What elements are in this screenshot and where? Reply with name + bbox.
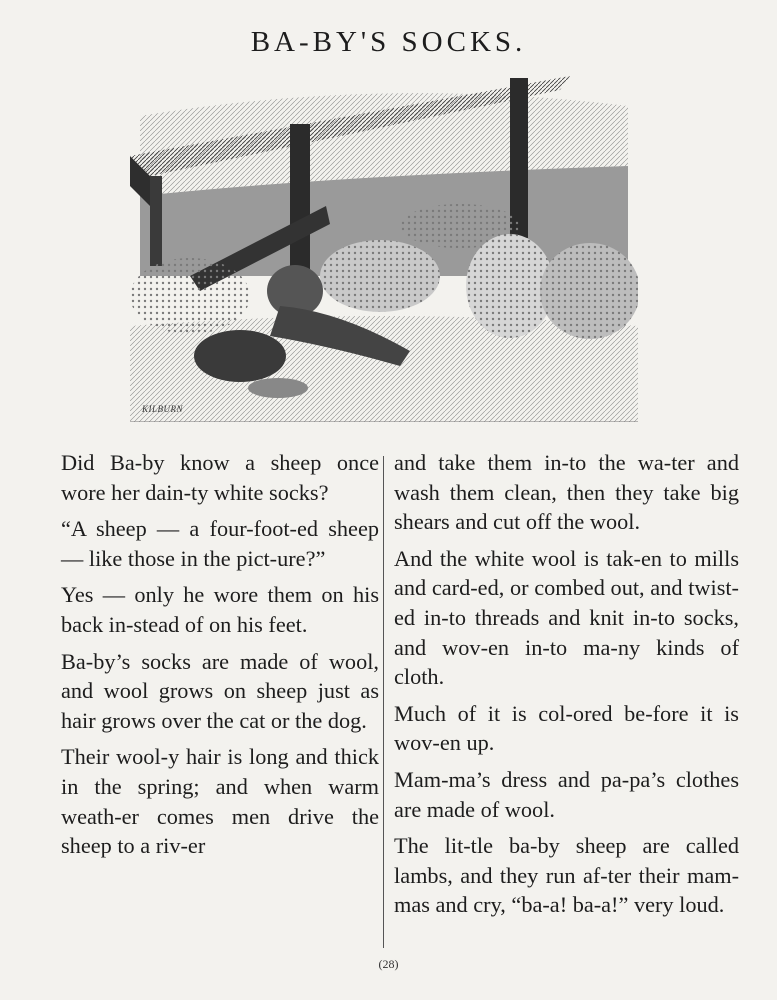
- page-number: (28): [378, 957, 399, 971]
- illustration-signature: KILBURN: [142, 404, 184, 414]
- column-divider: [383, 456, 384, 948]
- paragraph: Much of it is col-ored be-fore it is wov-en up.: [394, 700, 739, 756]
- paragraph: Did Ba-by know a sheep once wore her dain-ty white socks?: [61, 450, 379, 505]
- paragraph: Their wool-y hair is long and thick in the spring; and when warm weath-er comes men drive the sheep to a riv-er: [61, 744, 379, 859]
- page-title: BA-BY'S SOCKS.: [250, 26, 527, 58]
- engraving-illustration: [130, 76, 638, 422]
- paragraph: “A sheep — a four-foot-ed sheep — like those in the pict-ure?”: [61, 516, 379, 571]
- paragraph: Ba-by’s socks are made of wool, and wool grows on sheep just as hair grows over the cat or the dog.: [61, 648, 379, 733]
- right-text-column: [394, 448, 739, 927]
- paragraph: Yes — only he wore them on his back in-stead of on his feet.: [61, 582, 379, 637]
- paragraph: The lit-tle ba-by sheep are called lambs, and they run af-ter their mam-mas and cry, “ba-a! ba-a!” very loud.: [394, 833, 739, 918]
- left-text-column: [61, 448, 379, 868]
- paragraph: and take them in-to the wa-ter and wash them clean, then they take big shears and cut off the wool.: [394, 450, 739, 535]
- paragraph: And the white wool is tak-en to mills and card-ed, or combed out, and twist-ed in-to threads and knit in-to socks, and wov-en in-to ma-ny kinds of cloth.: [394, 545, 739, 690]
- paragraph: Mam-ma’s dress and pa-pa’s clothes are made of wool.: [394, 766, 739, 822]
